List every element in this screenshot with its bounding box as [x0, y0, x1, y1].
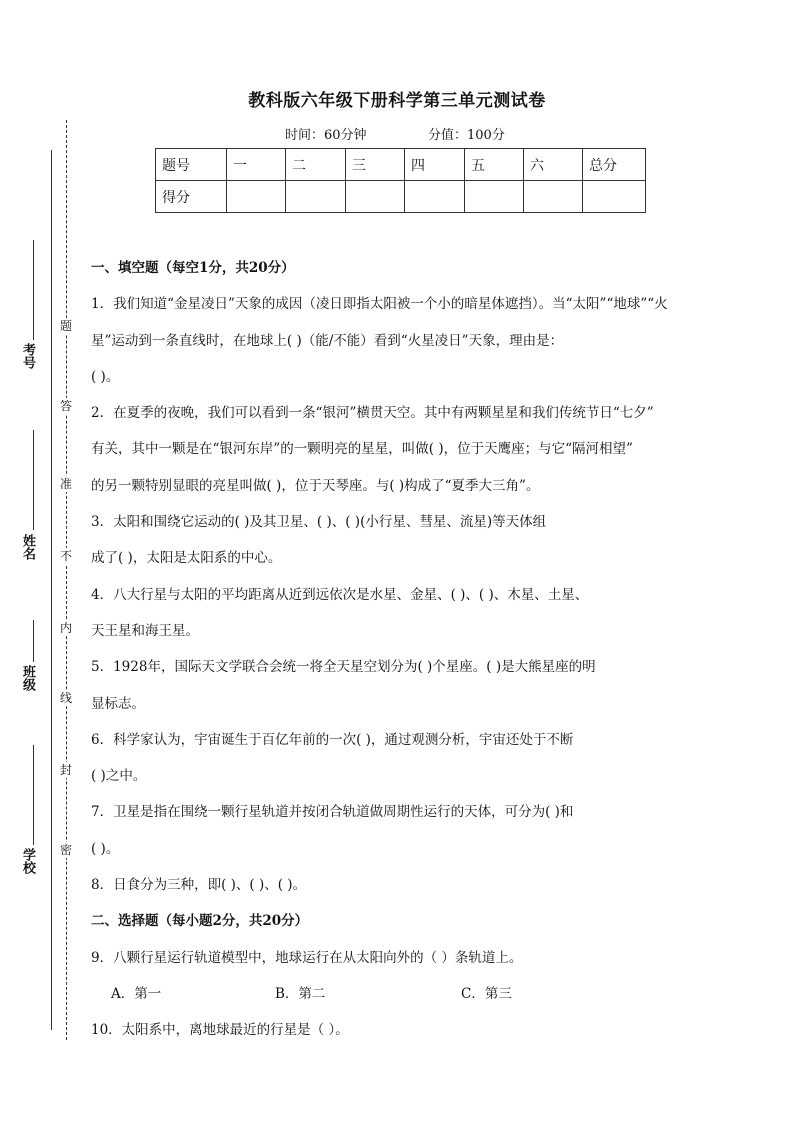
score-table: [155, 148, 646, 213]
score-table-header-cell: 题号: [156, 149, 227, 181]
score-table-header-cell: 六: [524, 149, 583, 181]
section-heading-fill-blank: 一、填空题（每空1分，共20分）: [91, 260, 295, 276]
score-row-label: 得分: [156, 181, 227, 213]
question-line: 成了( )，太阳是太阳系的中心。: [91, 550, 282, 567]
score-table-header-cell: 总分: [583, 149, 646, 181]
score-table-header-cell: 五: [465, 149, 524, 181]
score-table-score-row: [156, 181, 646, 213]
score-cell[interactable]: [286, 181, 346, 213]
name-label: 姓名: [20, 534, 35, 560]
score-table-header-cell: 一: [227, 149, 286, 181]
page-title: 教科版六年级下册科学第三单元测试卷: [248, 91, 546, 111]
score-cell[interactable]: [405, 181, 465, 213]
question-line: 1．我们知道“金星凌日”天象的成因（凌日即指太阳被一个小的暗星体遮挡）。当“太阳”“地球”“火: [91, 296, 668, 313]
school-label: 学校: [20, 848, 35, 874]
question-options: [91, 976, 721, 1012]
seal-char: 题: [60, 319, 73, 333]
exam-number-label: 考号: [20, 343, 35, 369]
exam-content: [91, 250, 721, 1049]
school-line[interactable]: [33, 745, 34, 845]
option-b[interactable]: B．第二: [275, 985, 326, 1002]
score-table-header-cell: 三: [346, 149, 405, 181]
seal-char: 密: [60, 843, 73, 857]
exam-score: 分值：100分: [428, 128, 505, 143]
question-line: 天王星和海王星。: [91, 622, 199, 639]
question-line: 星”运动到一条直线时，在地球上( )（能/不能）看到“火星凌日”天象，理由是：: [91, 332, 564, 349]
score-cell[interactable]: [524, 181, 583, 213]
question-line: ( )。: [91, 840, 120, 857]
question-line: 8．日食分为三种，即( )、( )、( )。: [91, 877, 307, 894]
class-line[interactable]: [33, 620, 34, 662]
question-line: 5．1928年，国际天文学联合会统一将全天星空划分为( )个星座。( )是大熊星座的明: [91, 659, 596, 676]
question-line: ( )之中。: [91, 768, 147, 785]
score-table-header-cell: 二: [286, 149, 346, 181]
option-a[interactable]: A．第一: [111, 985, 162, 1002]
binding-solid-line: [51, 150, 52, 1030]
score-table-header-cell: 四: [405, 149, 465, 181]
name-line[interactable]: [33, 430, 34, 530]
question-line: 4．八大行星与太阳的平均距离从近到远依次是水星、金星、( )、( )、木星、土星、: [91, 586, 589, 603]
seal-char: 答: [60, 399, 73, 413]
seal-char: 封: [60, 763, 73, 777]
score-cell[interactable]: [465, 181, 524, 213]
seal-char: 内: [60, 621, 73, 635]
score-table-header-row: [156, 149, 646, 181]
question-line: 10．太阳系中，离地球最近的行星是（ ）。: [91, 1022, 349, 1039]
seal-char: 不: [60, 549, 73, 563]
question-line: 显标志。: [91, 695, 145, 712]
score-cell[interactable]: [346, 181, 405, 213]
question-line: ( )。: [91, 368, 120, 385]
class-label: 班级: [20, 665, 35, 691]
section-heading-multiple-choice: 二、选择题（每小题2分，共20分）: [91, 913, 309, 930]
question-line: 有关，其中一颗是在“银河东岸”的一颗明亮的星星，叫做( )，位于天鹰座；与它“隔河相望”: [91, 441, 633, 458]
seal-char: 线: [60, 691, 73, 705]
exam-number-line[interactable]: [33, 240, 34, 340]
question-line: 的另一颗特别显眼的亮星叫做( )，位于天琴座。与( )构成了“夏季大三角”。: [91, 477, 540, 494]
binding-dashed-line: [66, 120, 67, 1040]
score-cell[interactable]: [227, 181, 286, 213]
question-line: 7．卫星是指在围绕一颗行星轨道并按闭合轨道做周期性运行的天体，可分为( )和: [91, 804, 574, 821]
question-line: 9．八颗行星运行轨道模型中，地球运行在从太阳向外的（ ）条轨道上。: [91, 949, 523, 966]
seal-char: 准: [60, 477, 73, 491]
question-line: 6．科学家认为，宇宙诞生于百亿年前的一次( )，通过观测分析，宇宙还处于不断: [91, 731, 574, 748]
question-line: 3．太阳和围绕它运动的( )及其卫星、( )、( )(小行星、彗星、流星)等天体组: [91, 514, 547, 531]
option-c[interactable]: C．第三: [461, 985, 512, 1002]
score-cell[interactable]: [583, 181, 646, 213]
exam-time: 时间：60分钟: [285, 128, 367, 143]
question-line: 2．在夏季的夜晚，我们可以看到一条“银河”横贯天空。其中有两颗星星和我们传统节日“七夕”: [91, 405, 654, 422]
